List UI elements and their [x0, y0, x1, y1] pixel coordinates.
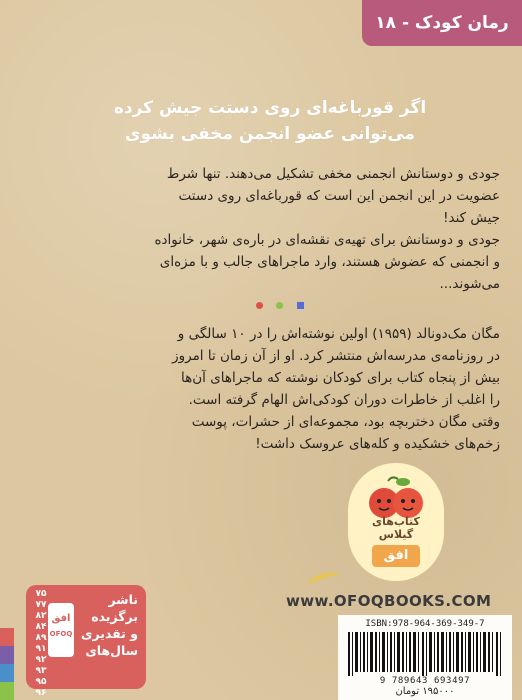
headline-line-2: می‌توانی عضو انجمن مخفی بشوی: [124, 124, 416, 144]
bio-line: در روزنامه‌ی مدرسه‌اش منتشر کرد. او از آن زمان تا امروز: [172, 348, 500, 364]
summary-line: و انجمنی که عضوش هستند، وارد ماجراهای جالب و با مزه‌ای: [159, 254, 500, 270]
award-badge: [26, 585, 146, 698]
award-year: ۹۵: [35, 677, 47, 687]
award-year: ۹۶: [35, 688, 47, 698]
award-year: ۸۲: [35, 611, 47, 621]
award-year: ۸۴: [35, 622, 47, 632]
summary-line: عضویت در این انجمن این است که قورباغه‌ای روی دستت: [178, 188, 500, 204]
price-label: ۱۹۵۰۰۰ تومان: [395, 686, 455, 697]
barcode-panel: [338, 615, 512, 700]
headline-line-1: اگر قورباغه‌ای روی دستت جیش کرده: [113, 98, 427, 118]
summary-line: جیش کند!: [443, 210, 500, 226]
award-year: ۹۱: [35, 644, 47, 654]
publisher-imprint-logo: [348, 463, 444, 581]
author-bio: [20, 323, 500, 455]
award-line: ناشر: [108, 592, 138, 607]
bio-line: وقتی مگان دختربچه بود، مجموعه‌ای از حشرات، پوست: [191, 414, 500, 430]
bio-line: را اغلب از خاطرات دوران کودکی‌اش الهام گرفته است.: [188, 392, 500, 408]
bio-line: بیش از پنجاه کتاب برای کودکان نوشته که ماجراهای آن‌ها: [181, 370, 500, 386]
award-text: [72, 591, 138, 659]
imprint-name: کتاب‌های گیلاس: [372, 515, 420, 541]
ofoq-logo-en: OFOQ: [49, 630, 73, 638]
spine-color-strip: [0, 628, 14, 700]
publisher-website-link[interactable]: www.OFOQBOOKS.COM: [286, 592, 492, 610]
leaf-decoration-icon: [304, 567, 344, 589]
award-year: ۷۵: [35, 589, 47, 599]
bio-line: مگان مک‌دونالد (۱۹۵۹) اولین نوشته‌اش را در ۱۰ سالگی و: [177, 326, 500, 342]
award-year: ۸۹: [35, 633, 47, 643]
summary-line: می‌شوند...: [439, 276, 500, 292]
barcode-icon: [344, 632, 506, 676]
imprint-brand: افق: [372, 545, 420, 567]
red-dot-icon: [256, 302, 263, 309]
award-year: ۹۲: [35, 655, 47, 665]
award-line: و تقدیری: [81, 626, 138, 641]
award-line: سال‌های: [85, 643, 138, 658]
blue-square-icon: [297, 302, 304, 309]
award-line: برگزیده: [91, 609, 138, 624]
bio-line: زخم‌های خشکیده و کله‌های عروسک داشت!: [255, 436, 500, 452]
barcode-number: 9 789643 693497: [379, 676, 471, 686]
award-year: ۹۳: [35, 666, 47, 676]
ofoq-logo: [48, 603, 74, 657]
summary-line: جودی و دوستانش انجمنی مخفی تشکیل می‌دهند. تنها شرط: [166, 166, 500, 182]
award-year: ۷۷: [35, 600, 47, 610]
green-dot-icon: [276, 302, 283, 309]
ofoq-logo-fa: افق: [51, 613, 71, 624]
summary-line: جودی و دوستانش برای تهیه‌ی نقشه‌ای در باره‌ی شهر، خانواده: [154, 232, 500, 248]
summary-paragraph: [20, 163, 500, 295]
isbn-text: ISBN:978-964-369-349-7: [365, 619, 485, 629]
series-label: رمان کودک - ۱۸: [362, 0, 522, 46]
